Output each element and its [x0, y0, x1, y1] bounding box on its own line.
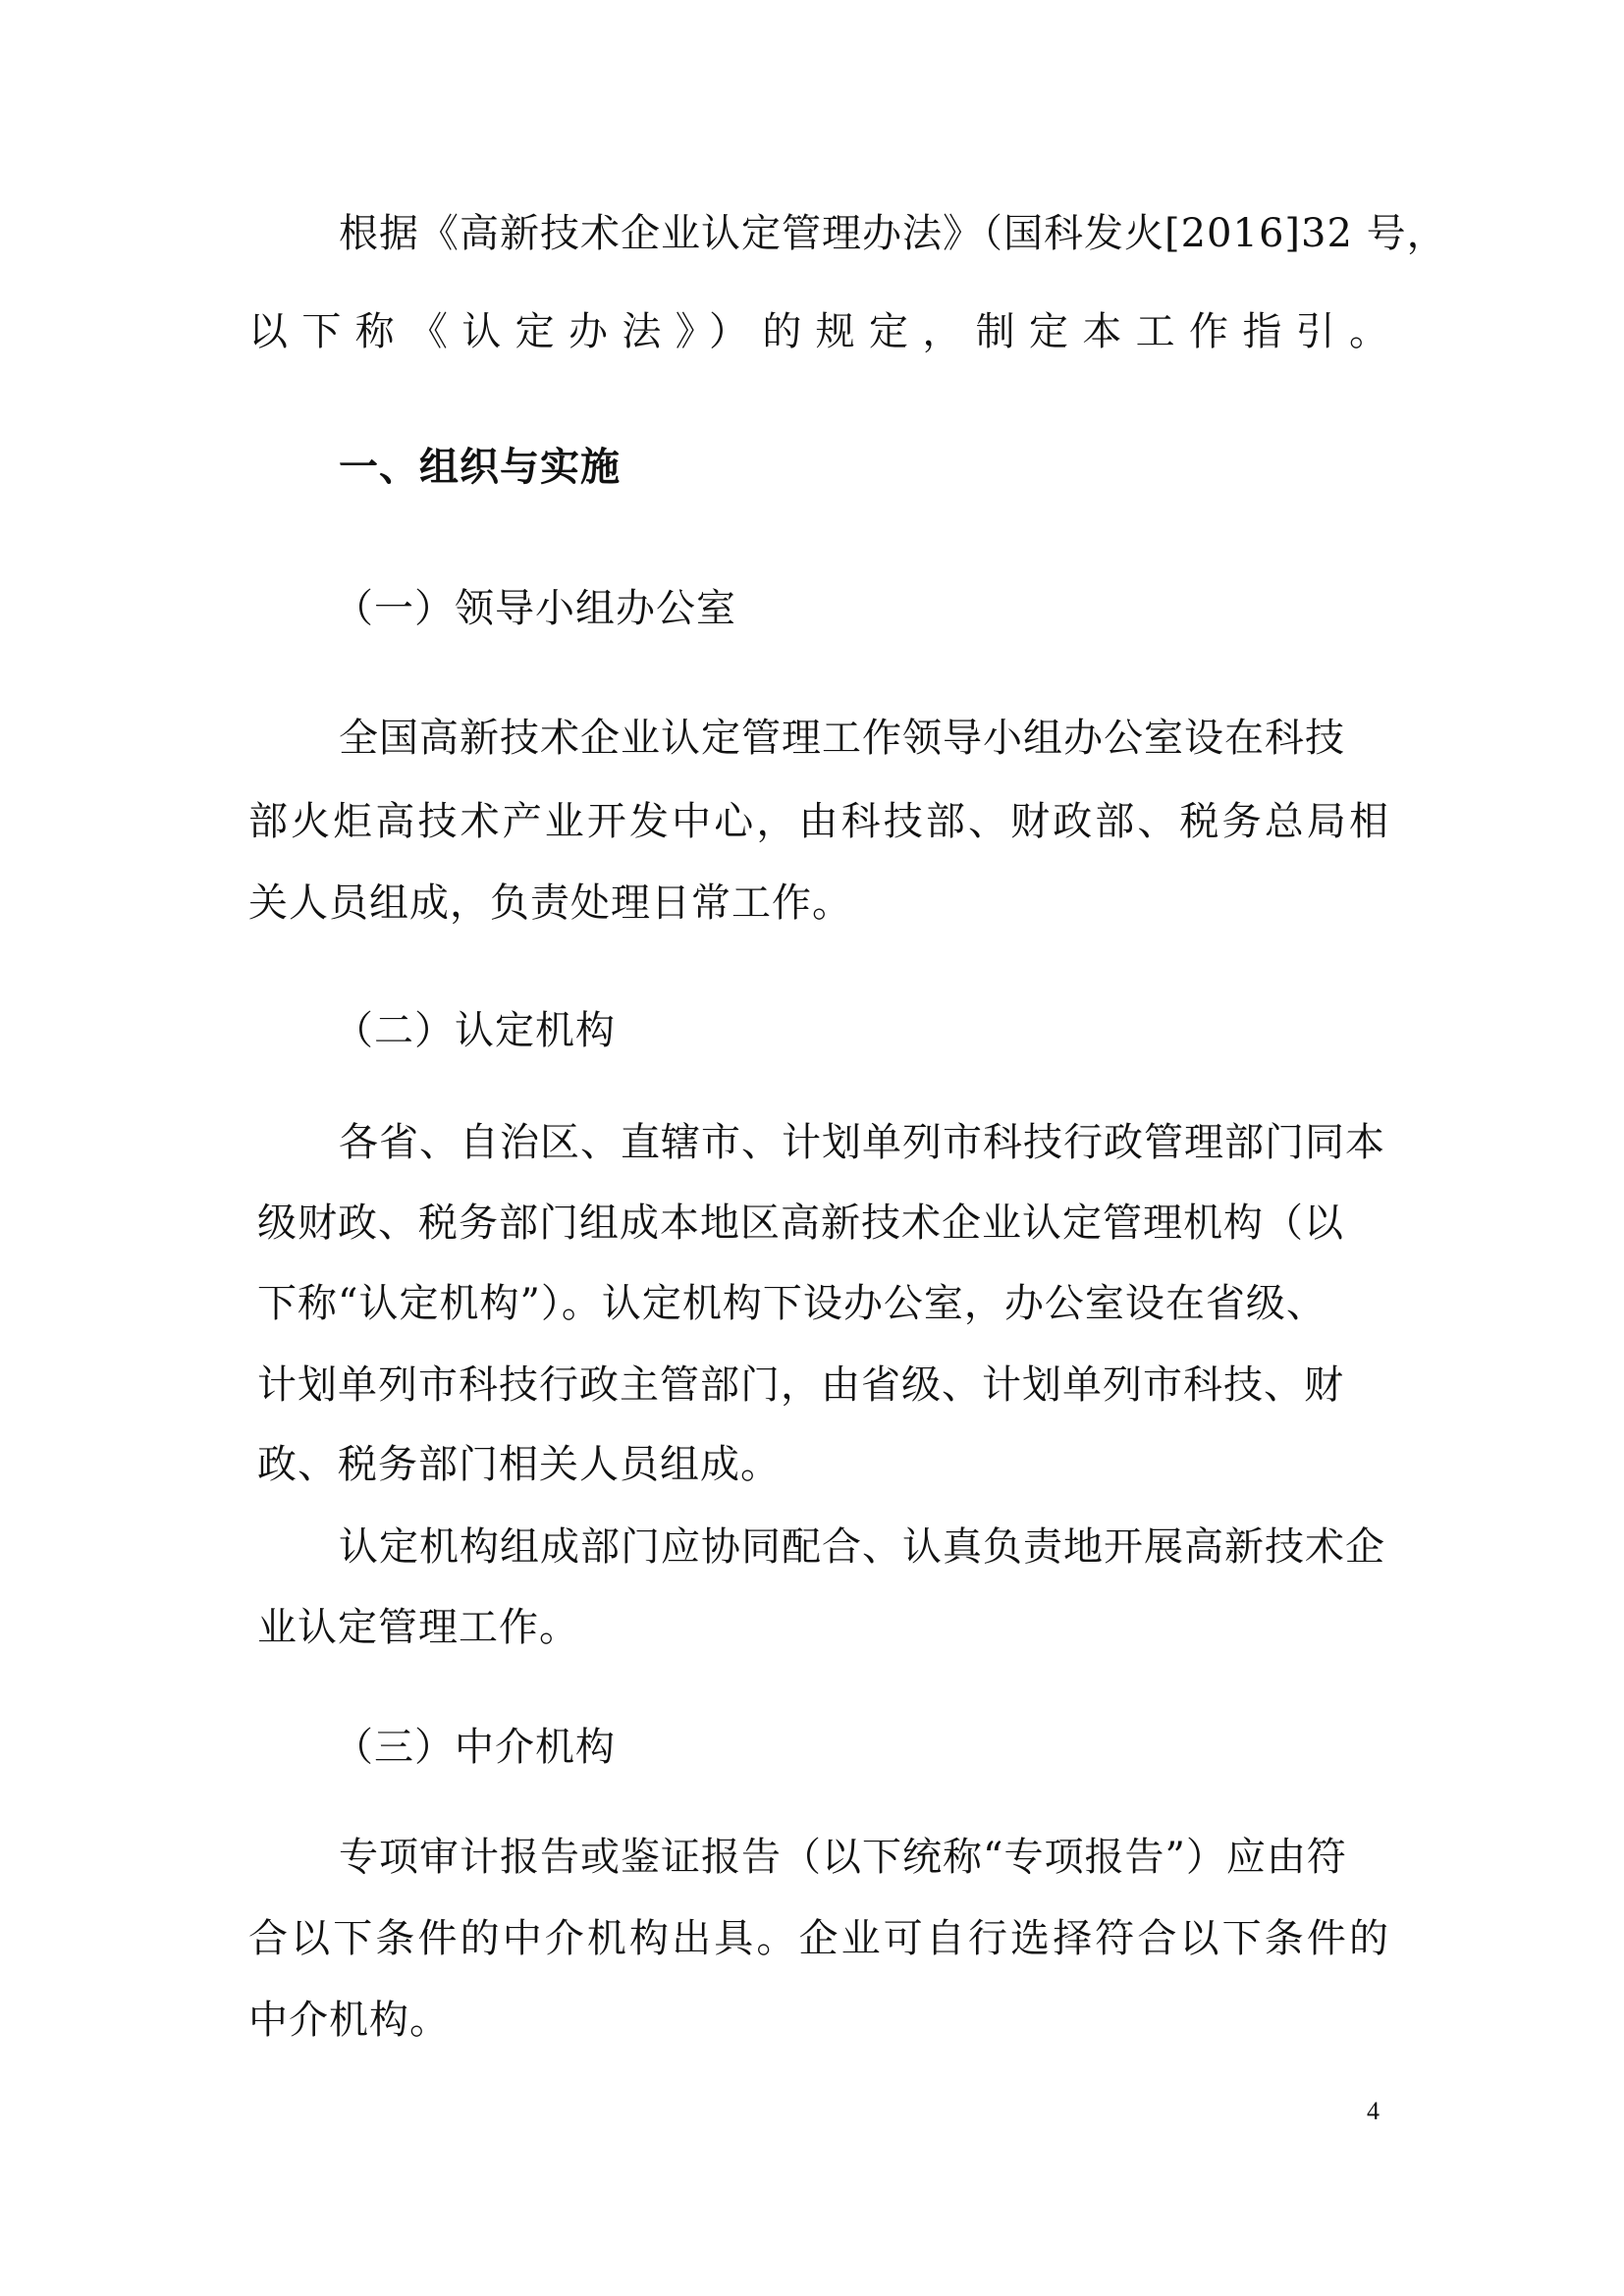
paragraph-line: 各省、自治区、直辖市、计划单列市科技行政管理部门同本 [339, 1120, 1385, 1165]
paragraph-line: 关人员组成，负责处理日常工作。 [248, 881, 852, 926]
paragraph-line: 级财政、税务部门组成本地区高新技术企业认定管理机构（以 [257, 1201, 1344, 1246]
subsection-title-1: （一）领导小组办公室 [334, 586, 736, 631]
section-heading: 一、组织与实施 [339, 444, 621, 490]
paragraph-line: 政、税务部门相关人员组成。 [257, 1442, 781, 1487]
subsection-title-3: （三）中介机构 [334, 1725, 616, 1770]
paragraph-line: 专项审计报告或鉴证报告（以下统称“专项报告”）应由符 [339, 1835, 1347, 1880]
paragraph-line: 合以下条件的中介机构出具。企业可自行选择符合以下条件的 [248, 1916, 1389, 1961]
paragraph-line: 业认定管理工作。 [257, 1605, 579, 1650]
paragraph-line: 部火炬高技术产业开发中心，由科技部、财政部、税务总局相 [248, 799, 1389, 844]
paragraph-line: 中介机构。 [248, 1998, 450, 2043]
paragraph-line: 计划单列市科技行政主管部门，由省级、计划单列市科技、财 [257, 1362, 1344, 1408]
paragraph-line: 全国高新技术企业认定管理工作领导小组办公室设在科技 [339, 716, 1345, 761]
page-number: 4 [1367, 2097, 1380, 2125]
paragraph-line: 认定机构组成部门应协同配合、认真负责地开展高新技术企 [339, 1524, 1385, 1570]
subsection-title-2: （二）认定机构 [334, 1008, 616, 1053]
intro-line-1: 根据《高新技术企业认定管理办法》（国科发火[2016]32 号， [339, 211, 1447, 256]
paragraph-line: 下称“认定机构”）。认定机构下设办公室，办公室设在省级、 [257, 1281, 1326, 1326]
intro-line-2: 以下称《认定办法》）的规定，制定本工作指引。 [248, 309, 1389, 354]
